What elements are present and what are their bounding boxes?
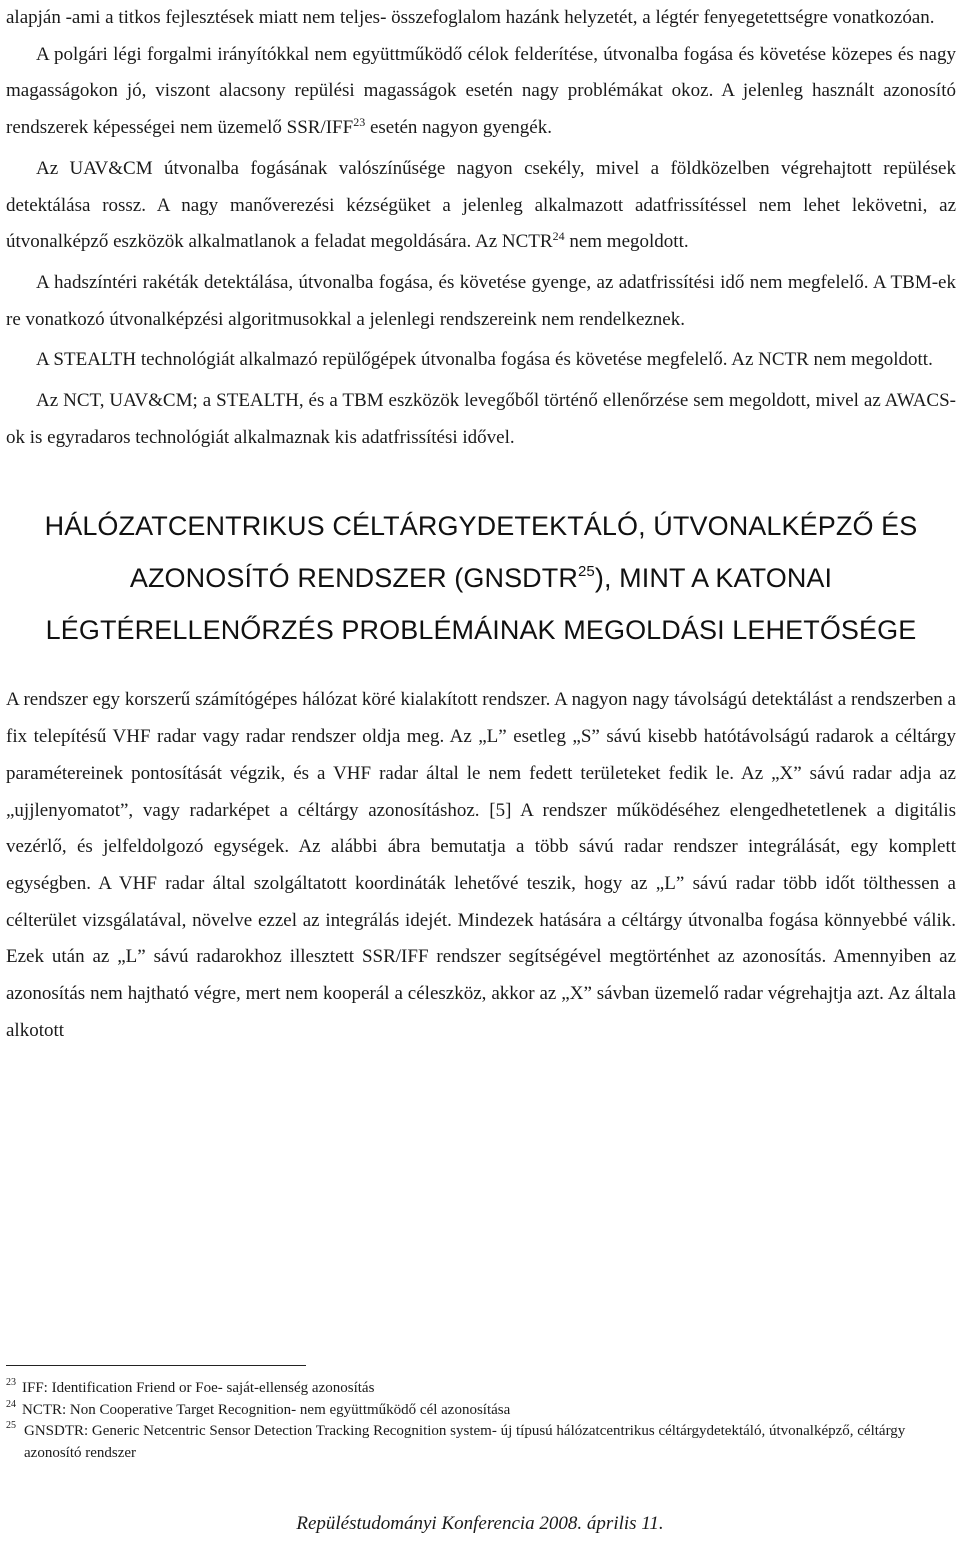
section-heading-line-2 [6, 552, 956, 604]
paragraph-missiles: A hadszíntéri rakéták detektálása, útvonalba fogása, és követése gyenge, az adatfrissítési idő nem megfelelő. A TBM-ek re vonatkozó útvonalképzési algoritmusokkal a jelenlegi rendszereink nem rendelkeznek. [6, 271, 956, 330]
section-heading-line-1: HÁLÓZATCENTRIKUS CÉLTÁRGYDETEKTÁLÓ, ÚTVONALKÉPZŐ ÉS [44, 511, 918, 542]
paragraph-uav-end: nem megoldott. [564, 231, 689, 253]
footnote-text: GNSDTR: Generic Netcentric Sensor Detection Tracking Recognition system- új típusú hálózatcentrikus céltárgydetektáló, útvonalképző, céltárgy azonosító rendszer [24, 1423, 906, 1461]
footnote-text: IFF: Identification Friend or Foe- saját-ellenség azonosítás [22, 1380, 375, 1396]
section-heading-line-2-start: AZONOSÍTÓ RENDSZER (GNSDTR [129, 563, 578, 594]
document-page [6, 0, 956, 1049]
footnote-text: NCTR: Non Cooperative Target Recognition- nem együttműködő cél azonosítása [22, 1401, 511, 1418]
footnote-23 [6, 1378, 956, 1400]
footnote-number: 25 [6, 1420, 16, 1431]
footnotes [6, 1378, 956, 1464]
paragraph-system-description: A rendszer egy korszerű számítógépes hálózat köré kialakított rendszer. A nagyon nagy távolságú detektálást a rendszerben a fix telepítésű VHF radar vagy radar rendszer oldja meg. Az „L” esetleg „S” sávú kisebb hatótávolságú radarok a céltárgy paramétereinek pontosítását végzik, és a VHF radar által le nem fedett területeket fedik le. Az „X” sávú radar adja az „ujjlenyomatot”, vagy radarképet a céltárgy azonosításhoz. [5] A rendszer működéséhez elengedhetetlenek a digitális vezérlő, és jelfeldolgozó egységek. Az alábbi ábra bemutatja a több sávú radar rendszer integrálását, egy komplett egységben. A VHF radar által szolgáltatott koordináták lehetővé teszik, hogy az „L” sávú radar több időt tölthessen a célterület vizsgálatával, növelve ezzel az integrálás idejét. Mindezek hatására a céltárgy útvonalba fogása könnyebbé válik. Ezek után az „L” sávú radarokhoz illesztett SSR/IFF rendszer segítségével megtörténhet az azonosítás. Amennyiben az azonosítás nem hajtható végre, mert nem kooperál a céleszköz, akkor az „X” sávban üzemelő radar végrehajtja azt. Az általa alkotott [6, 689, 956, 1041]
paragraph-civil-atc-end: esetén nagyon gyengék. [365, 117, 552, 139]
paragraph-uav-text: Az UAV&CM útvonalba fogásának valószínűsége nagyon csekély, mivel a földközelben végrehajtott repülések detektálása rossz. A nagy manőverezési kézségüket a jelenleg alkalmazott adatfrissítéssel nem lehet lekövetni, az útvonalképző eszközök alkalmatlanok a feladat megoldására. Az NCTR [6, 157, 956, 253]
section-heading-line-2-end: ), MINT A KATONAI [594, 563, 833, 594]
section-heading-line-3: LÉGTÉRELLENŐRZÉS PROBLÉMÁINAK MEGOLDÁSI LEHETŐSÉGE [45, 615, 917, 646]
footnote-ref-24[interactable]: 24 [552, 229, 565, 244]
paragraph-civil-atc [6, 37, 956, 147]
footnote-25 [6, 1421, 956, 1464]
footnote-ref-23[interactable]: 23 [353, 115, 366, 130]
footnote-separator [6, 1365, 306, 1366]
footnote-number: 24 [6, 1398, 16, 1410]
footnote-ref-25[interactable]: 25 [577, 563, 595, 581]
page-footer: Repüléstudományi Konferencia 2008. április 11. [296, 1513, 664, 1534]
footnote-number: 23 [6, 1377, 16, 1388]
paragraph-awacs: Az NCT, UAV&CM; a STEALTH, és a TBM eszközök levegőből történő ellenőrzése sem megoldott, mivel az AWACS-ok is egyradaros technológiát alkalmaznak kis adatfrissítési idővel. [6, 390, 956, 448]
section-heading [6, 500, 956, 656]
paragraph-uav [6, 151, 956, 261]
paragraph-civil-atc-text: A polgári légi forgalmi irányítókkal nem együttműködő célok felderítése, útvonalba fogása és követése közepes és nagy magasságokon jó, viszont alacsony repülési magasságok esetén nagy problémákat okoz. A jelenleg használt azonosító rendszerek képességei nem üzemelő SSR/IFF [6, 43, 956, 139]
paragraph-intro: alapján -ami a titkos fejlesztések miatt nem teljes- összefoglalom hazánk helyzetét, a légtér fenyegetettségre vonatkozóan. [6, 7, 935, 28]
paragraph-stealth: A STEALTH technológiát alkalmazó repülőgépek útvonalba fogása és követése megfelelő. Az NCTR nem megoldott. [36, 349, 933, 371]
footnote-24 [6, 1400, 956, 1422]
